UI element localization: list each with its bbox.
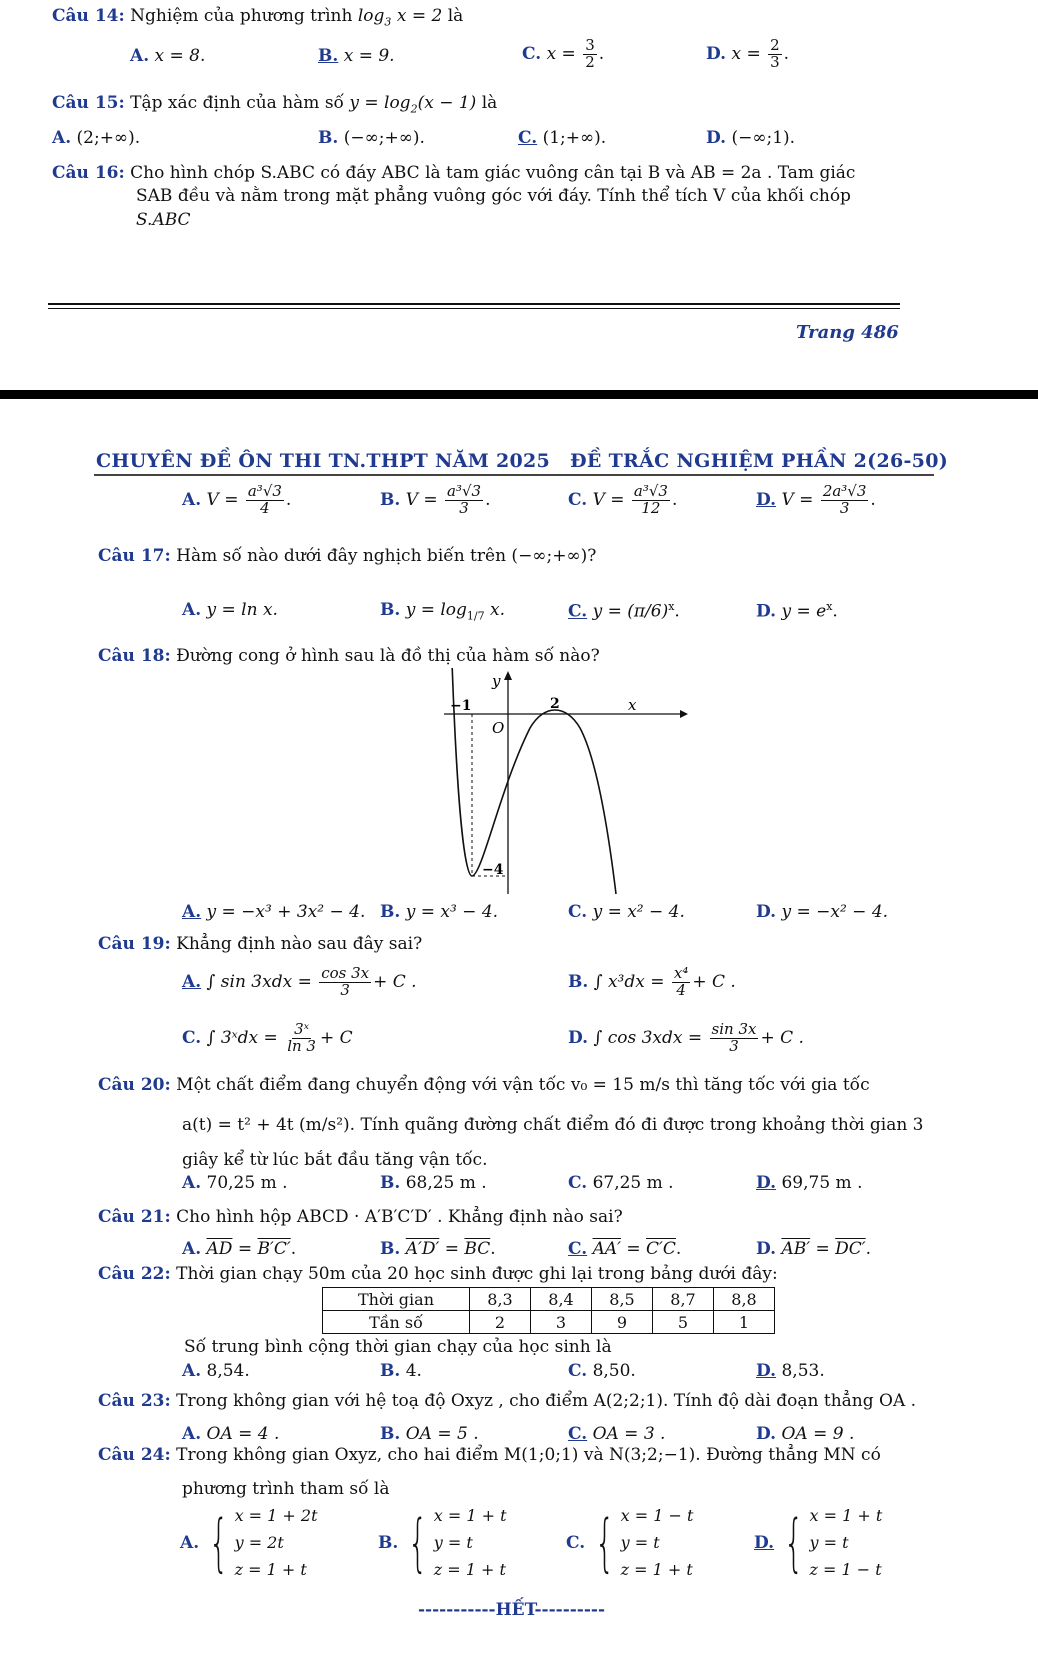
q21-option-c[interactable]: C. AA′ = C′C. xyxy=(568,1239,682,1259)
q14-option-b[interactable]: B. x = 9. xyxy=(318,46,395,66)
q20-option-b[interactable]: B. 68,25 m . xyxy=(380,1173,487,1193)
q16-option-b[interactable]: B. V = $\frac{\text{a³√3}}{3}$ . xyxy=(380,482,491,517)
q14-option-a[interactable]: A. x = 8. xyxy=(130,46,206,66)
page1-rule-top xyxy=(48,303,900,305)
frequency-table xyxy=(322,1287,775,1334)
y-label: y xyxy=(492,672,501,690)
header-left: CHUYÊN ĐỀ ÔN THI TN.THPT NĂM 2025 xyxy=(96,450,551,472)
q19-option-d[interactable]: D. ∫ cos 3xdx = $\frac{\sin 3x}{3}$ + C . xyxy=(568,1020,804,1055)
origin-label: O xyxy=(492,719,505,737)
q14-label: Câu 14: xyxy=(52,6,125,26)
q19-option-c[interactable]: C. ∫ 3ˣdx = $\frac{\text{3ˣ}}{\ln 3}$ + C xyxy=(182,1020,353,1055)
q16-option-d[interactable]: D. V = $\frac{\text{2a³√3}}{3}$ . xyxy=(756,482,876,517)
q19-option-b[interactable]: B. ∫ x³dx = $\frac{\text{x⁴}}{4}$ + C . xyxy=(568,964,736,999)
q24-option-d[interactable]: D. { x = 1 + t y = t z = 1 − t xyxy=(754,1505,883,1579)
tick-label-neg1: −1 xyxy=(450,698,472,714)
q14-option-d[interactable]: D. x = $\frac{2}{3}$ . xyxy=(706,36,790,71)
q20-stem-line2: a(t) = t² + 4t (m/s²). Tính quãng đường chất điểm đó đi được trong khoảng thời gian 3 xyxy=(182,1115,924,1135)
q16-option-a[interactable]: A. V = $\frac{\text{a³√3}}{4}$ . xyxy=(182,482,292,517)
q17-stem: Câu 17: Hàm số nào dưới đây nghịch biến trên (−∞;+∞)? xyxy=(98,546,597,566)
x-label: x xyxy=(628,696,637,714)
q21-stem: Câu 21: Cho hình hộp ABCD · A′B′C′D′ . Khẳng định nào sai? xyxy=(98,1207,623,1227)
q24-option-c[interactable]: C. { x = 1 − t y = t z = 1 + t xyxy=(566,1505,694,1579)
q24-option-b[interactable]: B. { x = 1 + t y = t z = 1 + t xyxy=(378,1505,507,1579)
q18-option-b[interactable]: B. y = x³ − 4. xyxy=(380,902,499,922)
q18-stem: Câu 18: Đường cong ở hình sau là đồ thị của hàm số nào? xyxy=(98,646,600,666)
q24-option-a[interactable]: A. { x = 1 + 2t y = 2t z = 1 + t xyxy=(180,1505,318,1579)
q17-option-c[interactable]: C. $y = (\pi/6)^x$. xyxy=(568,600,680,622)
q20-option-d[interactable]: D. 69,75 m . xyxy=(756,1173,863,1193)
q17-option-d[interactable]: D. $y = e^x$. xyxy=(756,600,838,622)
end-marker: -----------HẾT---------- xyxy=(418,1600,606,1620)
table-row: Tần số 2 3 9 5 1 xyxy=(323,1311,775,1334)
q15-option-b[interactable]: B. (−∞;+∞). xyxy=(318,128,425,148)
page-separator xyxy=(0,390,1038,399)
q24-stem-line2: phương trình tham số là xyxy=(182,1479,390,1499)
x-axis-arrow xyxy=(680,710,688,718)
q23-option-d[interactable]: D. OA = 9 . xyxy=(756,1424,855,1444)
q19-stem: Câu 19: Khẳng định nào sau đây sai? xyxy=(98,934,423,954)
q23-option-b[interactable]: B. OA = 5 . xyxy=(380,1424,479,1444)
q18-graph xyxy=(440,668,690,900)
q17-option-b[interactable]: B. $y = \log_{1/7} x$. xyxy=(380,600,506,623)
q15-stem: Câu 15: Tập xác định của hàm số $y = \log_2(x - 1)$ là xyxy=(52,93,498,116)
curve xyxy=(452,668,616,894)
q21-option-a[interactable]: A. $\overline{AD} = B'C'$. xyxy=(182,1239,297,1259)
q21-option-d[interactable]: D. AB′ = DC′. xyxy=(756,1239,872,1259)
q22-option-c[interactable]: C. 8,50. xyxy=(568,1361,636,1381)
page-number: Trang 486 xyxy=(796,322,899,343)
q22-option-d[interactable]: D. 8,53. xyxy=(756,1361,825,1381)
q24-stem-line1: Câu 24: Trong không gian Oxyz, cho hai điểm M(1;0;1) và N(3;2;−1). Đường thẳng MN có xyxy=(98,1445,881,1465)
q16-option-c[interactable]: C. V = $\frac{\text{a³√3}}{12}$ . xyxy=(568,482,678,517)
q18-option-a[interactable]: A. y = −x³ + 3x² − 4. xyxy=(182,902,366,922)
page1-rule-bottom xyxy=(48,308,900,309)
q18-option-c[interactable]: C. y = x² − 4. xyxy=(568,902,685,922)
q20-option-a[interactable]: A. 70,25 m . xyxy=(182,1173,288,1193)
q22-option-a[interactable]: A. 8,54. xyxy=(182,1361,250,1381)
q22-stem: Câu 22: Thời gian chạy 50m của 20 học sinh được ghi lại trong bảng dưới đây: xyxy=(98,1264,778,1284)
q23-option-c[interactable]: C. OA = 3 . xyxy=(568,1424,666,1444)
q18-option-d[interactable]: D. y = −x² − 4. xyxy=(756,902,889,922)
q23-stem: Câu 23: Trong không gian với hệ toạ độ Oxyz , cho điểm A(2;2;1). Tính độ dài đoạn thẳng OA . xyxy=(98,1391,917,1411)
q19-option-a[interactable]: A. ∫ sin 3xdx = $\frac{\cos 3x}{3}$ + C . xyxy=(182,964,417,999)
q17-option-a[interactable]: A. y = ln x. xyxy=(182,600,278,620)
q22-option-b[interactable]: B. 4. xyxy=(380,1361,422,1381)
q16-stem-line3: S.ABC xyxy=(136,210,191,230)
table-row: Thời gian 8,3 8,4 8,5 8,7 8,8 xyxy=(323,1288,775,1311)
q14-option-c[interactable]: C. x = $\frac{3}{2}$ . xyxy=(522,36,605,71)
q23-option-a[interactable]: A. OA = 4 . xyxy=(182,1424,280,1444)
q15-option-d[interactable]: D. (−∞;1). xyxy=(706,128,796,148)
q20-stem-line3: giây kể từ lúc bắt đầu tăng vận tốc. xyxy=(182,1150,488,1170)
header-right: ĐỀ TRẮC NGHIỆM PHẦN 2(26-50) xyxy=(570,450,948,472)
q16-stem-line1: Câu 16: Cho hình chóp S.ABC có đáy ABC là tam giác vuông cân tại B và AB = 2a . Tam giác xyxy=(52,163,856,183)
q20-option-c[interactable]: C. 67,25 m . xyxy=(568,1173,674,1193)
q15-option-c[interactable]: C. (1;+∞). xyxy=(518,128,607,148)
y-axis-arrow xyxy=(504,671,512,680)
q21-option-b[interactable]: B. $A'D' = \overline{BC}$. xyxy=(380,1239,496,1259)
q14-stem: Câu 14: Nghiệm của phương trình $\log_3 x = 2$ là xyxy=(52,6,464,29)
header-rule xyxy=(94,474,934,476)
tick-label-2: 2 xyxy=(550,696,560,712)
q20-stem-line1: Câu 20: Một chất điểm đang chuyển động với vận tốc v₀ = 15 m/s thì tăng tốc với gia tốc xyxy=(98,1075,870,1095)
q15-option-a[interactable]: A. (2;+∞). xyxy=(52,128,141,148)
q16-stem-line2: SAB đều và nằm trong mặt phẳng vuông góc với đáy. Tính thể tích V của khối chóp xyxy=(136,186,851,206)
q22-question: Số trung bình cộng thời gian chạy của học sinh là xyxy=(184,1337,612,1357)
tick-label-neg4: −4 xyxy=(482,862,504,878)
